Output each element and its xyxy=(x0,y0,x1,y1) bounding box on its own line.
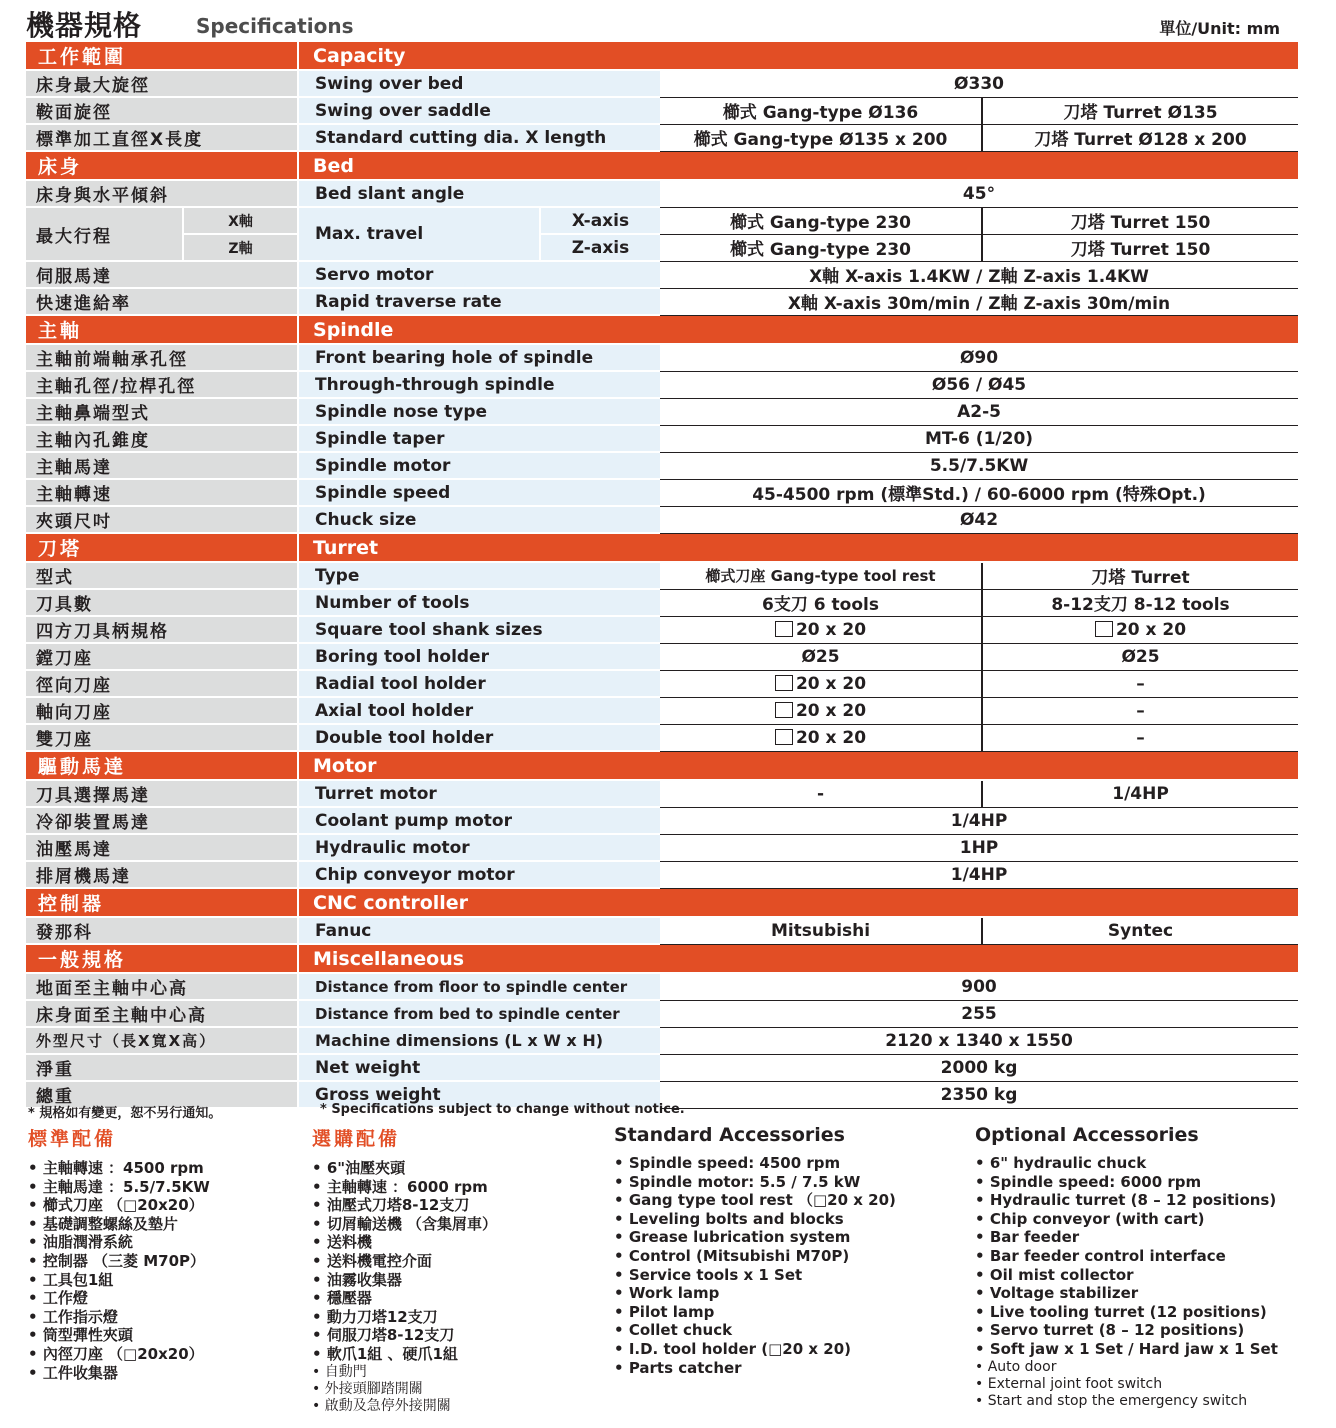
row-label-en: Distance from bed to spindle center xyxy=(298,1000,660,1027)
note-zh: * 規格如有變更，恕不另行通知。 xyxy=(28,1106,222,1121)
list-item: • Voltage stabilizer xyxy=(975,1284,1278,1303)
row-value: 2000 kg xyxy=(660,1054,1298,1081)
row-value: Ø42 xyxy=(660,506,1298,533)
optional-accessories-zh xyxy=(312,1124,497,1415)
row-value: 1/4HP xyxy=(660,807,1298,834)
row-label-en: Servo motor xyxy=(298,261,660,288)
section-title-en: CNC controller xyxy=(298,888,1298,917)
section-title-zh: 主軸 xyxy=(26,315,298,344)
row-value: MT-6 (1/20) xyxy=(660,425,1298,452)
table-row xyxy=(26,917,1298,944)
row-value: Ø330 xyxy=(660,70,1298,97)
section-title-en: Capacity xyxy=(298,42,1298,70)
row-value-gang: Ø25 xyxy=(660,643,982,670)
section-title-zh: 一般規格 xyxy=(26,944,298,973)
row-label-en: Type xyxy=(298,562,660,589)
section-turret xyxy=(26,533,1298,562)
row-label-en: Radial tool holder xyxy=(298,670,660,697)
list-item: • 工件收集器 xyxy=(28,1364,210,1383)
list-item: • Bar feeder xyxy=(975,1228,1278,1247)
table-row xyxy=(26,697,1298,724)
axis-label-zh: X軸 xyxy=(183,207,298,234)
table-row xyxy=(26,207,1298,234)
accessories-title: 選購配備 xyxy=(312,1128,401,1150)
list-item: • Work lamp xyxy=(614,1284,896,1303)
row-label-en: Turret motor xyxy=(298,780,660,807)
row-label-en: Gross weight xyxy=(298,1081,660,1108)
list-item: • Service tools x 1 Set xyxy=(614,1266,896,1285)
standard-accessories-zh xyxy=(28,1124,210,1382)
axis-label-en: Z-axis xyxy=(540,234,660,261)
section-cnc xyxy=(26,888,1298,917)
row-value: 900 xyxy=(660,973,1298,1000)
axis-label-zh: Z軸 xyxy=(183,234,298,261)
list-item: • Spindle speed: 6000 rpm xyxy=(975,1173,1278,1192)
row-label-zh: 夾頭尺吋 xyxy=(26,506,298,533)
row-label-en: Spindle taper xyxy=(298,425,660,452)
axis-label-en: X-axis xyxy=(540,207,660,234)
row-label-zh: 主軸孔徑/拉桿孔徑 xyxy=(26,371,298,398)
row-value: 1/4HP xyxy=(660,861,1298,888)
table-row xyxy=(26,371,1298,398)
row-value-gang: 櫛式刀座 Gang-type tool rest xyxy=(660,562,982,589)
list-item: • Collet chuck xyxy=(614,1321,896,1340)
page-title-zh: 機器規格 xyxy=(26,9,143,42)
square-icon xyxy=(775,675,793,691)
table-row xyxy=(26,861,1298,888)
row-value-turret: 刀塔 Turret 150 xyxy=(982,234,1298,261)
row-label-zh: 排屑機馬達 xyxy=(26,861,298,888)
square-icon xyxy=(775,702,793,718)
section-title-zh: 驅動馬達 xyxy=(26,751,298,780)
list-item: • Spindle speed: 4500 rpm xyxy=(614,1154,896,1173)
row-label-zh: 主軸鼻端型式 xyxy=(26,398,298,425)
row-value-mitsubishi: Mitsubishi xyxy=(660,917,982,944)
section-title-zh: 刀塔 xyxy=(26,533,298,562)
row-label-en: Hydraulic motor xyxy=(298,834,660,861)
list-item: • 工具包1組 xyxy=(28,1271,210,1290)
page-title-en: Specifications xyxy=(196,14,354,38)
value-text: 20 x 20 xyxy=(795,619,867,640)
list-item: • 主軸轉速 ：6000 rpm xyxy=(312,1178,497,1197)
accessories-title: Standard Accessories xyxy=(614,1124,845,1146)
row-value-turret: Ø25 xyxy=(982,643,1298,670)
row-value-gang: 6支刀 6 tools xyxy=(660,589,982,616)
row-label-en: Spindle nose type xyxy=(298,398,660,425)
list-item: • 自動門 xyxy=(312,1364,497,1381)
section-title-zh: 控制器 xyxy=(26,888,298,917)
row-label-en: Front bearing hole of spindle xyxy=(298,344,660,371)
table-row xyxy=(26,479,1298,506)
spec-table xyxy=(26,42,1298,1109)
row-value-turret: 刀塔 Turret Ø135 xyxy=(982,97,1298,124)
title-bar xyxy=(26,4,1298,40)
row-value: 5.5/7.5KW xyxy=(660,452,1298,479)
row-label-en: Spindle speed xyxy=(298,479,660,506)
row-label-en: Fanuc xyxy=(298,917,660,944)
section-spindle xyxy=(26,315,1298,344)
list-item: • Leveling bolts and blocks xyxy=(614,1210,896,1229)
list-item: • Gang type tool rest （□20 x 20) xyxy=(614,1191,896,1210)
row-label-en: Bed slant angle xyxy=(298,180,660,207)
section-title-zh: 工作範圍 xyxy=(26,42,298,70)
section-title-zh: 床身 xyxy=(26,151,298,180)
unit-label: 單位/Unit: mm xyxy=(1159,19,1280,38)
list-item: • 油脂潤滑系統 xyxy=(28,1233,210,1252)
row-value-gang xyxy=(660,724,982,751)
list-item: • 基礎調整螺絲及墊片 xyxy=(28,1215,210,1234)
list-item: • 主軸轉速 ：4500 rpm xyxy=(28,1159,210,1178)
row-value-turret xyxy=(982,616,1298,643)
list-item: • Start and stop the emergency switch xyxy=(975,1393,1278,1410)
row-value-turret: – xyxy=(982,724,1298,751)
list-item: • Bar feeder control interface xyxy=(975,1247,1278,1266)
table-row xyxy=(26,261,1298,288)
table-row xyxy=(26,344,1298,371)
table-row xyxy=(26,562,1298,589)
square-icon xyxy=(1095,621,1113,637)
table-row xyxy=(26,506,1298,533)
row-label-zh: 地面至主軸中心高 xyxy=(26,973,298,1000)
row-value-gang: - xyxy=(660,780,982,807)
row-label-en: Swing over saddle xyxy=(298,97,660,124)
square-icon xyxy=(775,729,793,745)
standard-accessories-en xyxy=(614,1124,896,1377)
list-item: • Live tooling turret (12 positions) xyxy=(975,1303,1278,1322)
section-title-en: Bed xyxy=(298,151,1298,180)
row-label-zh: 床身與水平傾斜 xyxy=(26,180,298,207)
table-row xyxy=(26,780,1298,807)
table-row xyxy=(26,834,1298,861)
accessories-list xyxy=(312,1159,497,1415)
row-value-turret: – xyxy=(982,697,1298,724)
row-label-zh: 冷卻裝置馬達 xyxy=(26,807,298,834)
row-label-zh: 主軸內孔錐度 xyxy=(26,425,298,452)
table-row xyxy=(26,425,1298,452)
accessories-title: 標準配備 xyxy=(28,1128,117,1150)
row-value: A2-5 xyxy=(660,398,1298,425)
list-item: • Grease lubrication system xyxy=(614,1228,896,1247)
row-value-gang: 櫛式 Gang-type Ø135 x 200 xyxy=(660,124,982,151)
list-item: • Oil mist collector xyxy=(975,1266,1278,1285)
list-item: • I.D. tool holder (□20 x 20) xyxy=(614,1340,896,1359)
section-title-en: Motor xyxy=(298,751,1298,780)
row-label-en: Axial tool holder xyxy=(298,697,660,724)
table-row xyxy=(26,288,1298,315)
row-label-en: Boring tool holder xyxy=(298,643,660,670)
list-item: • 主軸馬達 ：5.5/7.5KW xyxy=(28,1178,210,1197)
row-label-zh: 外型尺寸（長X寬X高） xyxy=(26,1027,298,1054)
table-row xyxy=(26,452,1298,479)
list-item: • 6" hydraulic chuck xyxy=(975,1154,1278,1173)
list-item: • Servo turret (8 – 12 positions) xyxy=(975,1321,1278,1340)
row-label-en: Machine dimensions (L x W x H) xyxy=(298,1027,660,1054)
table-row xyxy=(26,124,1298,151)
list-item: • 控制器 （三菱 M70P） xyxy=(28,1252,210,1271)
table-row xyxy=(26,724,1298,751)
row-value: X軸 X-axis 30m/min / Z軸 Z-axis 30m/min xyxy=(660,288,1298,315)
table-row xyxy=(26,1054,1298,1081)
row-label-zh: 淨重 xyxy=(26,1054,298,1081)
section-title-en: Miscellaneous xyxy=(298,944,1298,973)
section-bed xyxy=(26,151,1298,180)
square-icon xyxy=(775,621,793,637)
row-value: X軸 X-axis 1.4KW / Z軸 Z-axis 1.4KW xyxy=(660,261,1298,288)
row-label-zh: 雙刀座 xyxy=(26,724,298,751)
row-label-en: Standard cutting dia. X length xyxy=(298,124,660,151)
row-value-turret: 8-12支刀 8-12 tools xyxy=(982,589,1298,616)
row-label-en: Coolant pump motor xyxy=(298,807,660,834)
table-row xyxy=(26,643,1298,670)
row-value: Ø56 / Ø45 xyxy=(660,371,1298,398)
section-title-en: Spindle xyxy=(298,315,1298,344)
row-value-turret: 1/4HP xyxy=(982,780,1298,807)
row-value: Ø90 xyxy=(660,344,1298,371)
list-item: • 內徑刀座 （□20x20） xyxy=(28,1345,210,1364)
row-label-zh: 刀具數 xyxy=(26,589,298,616)
row-label-en: Chip conveyor motor xyxy=(298,861,660,888)
row-label-zh: 伺服馬達 xyxy=(26,261,298,288)
row-label-zh: 發那科 xyxy=(26,917,298,944)
list-item: • Spindle motor: 5.5 / 7.5 kW xyxy=(614,1173,896,1192)
row-label-en: Net weight xyxy=(298,1054,660,1081)
row-value: 45-4500 rpm (標準Std.) / 60-6000 rpm (特殊Opt.) xyxy=(660,479,1298,506)
row-label-en: Max. travel xyxy=(298,207,540,261)
accessories-list xyxy=(975,1154,1278,1410)
row-value: 45° xyxy=(660,180,1298,207)
row-label-zh: 標準加工直徑X長度 xyxy=(26,124,298,151)
value-text: 20 x 20 xyxy=(795,727,867,748)
row-label-en: Rapid traverse rate xyxy=(298,288,660,315)
table-row xyxy=(26,398,1298,425)
row-label-en: Square tool shank sizes xyxy=(298,616,660,643)
row-label-zh: 床身面至主軸中心高 xyxy=(26,1000,298,1027)
list-item: • 送料機 xyxy=(312,1233,497,1252)
row-label-zh: 快速進給率 xyxy=(26,288,298,315)
note-en: * Specifications subject to change without notice. xyxy=(320,1102,685,1117)
list-item: • 軟爪1組 、硬爪1組 xyxy=(312,1345,497,1364)
list-item: • External joint foot switch xyxy=(975,1376,1278,1393)
table-row xyxy=(26,589,1298,616)
row-label-zh: 鞍面旋徑 xyxy=(26,97,298,124)
row-label-zh: 四方刀具柄規格 xyxy=(26,616,298,643)
section-capacity xyxy=(26,42,1298,70)
row-label-zh: 主軸馬達 xyxy=(26,452,298,479)
table-row xyxy=(26,234,1298,261)
row-value-turret: 刀塔 Turret 150 xyxy=(982,207,1298,234)
table-row xyxy=(26,973,1298,1000)
list-item: • 工作指示燈 xyxy=(28,1308,210,1327)
row-label-zh: 油壓馬達 xyxy=(26,834,298,861)
value-text: 20 x 20 xyxy=(1115,619,1187,640)
table-row xyxy=(26,616,1298,643)
row-label-zh: 床身最大旋徑 xyxy=(26,70,298,97)
row-value: 1HP xyxy=(660,834,1298,861)
list-item: • Soft jaw x 1 Set / Hard jaw x 1 Set xyxy=(975,1340,1278,1359)
row-label-zh: 徑向刀座 xyxy=(26,670,298,697)
list-item: • 切屑輸送機 （含集屑車） xyxy=(312,1215,497,1234)
list-item: • 工作燈 xyxy=(28,1289,210,1308)
list-item: • 6"油壓夾頭 xyxy=(312,1159,497,1178)
list-item: • 穩壓器 xyxy=(312,1289,497,1308)
list-item: • Parts catcher xyxy=(614,1359,896,1378)
row-label-en: Through-through spindle xyxy=(298,371,660,398)
list-item: • Control (Mitsubishi M70P) xyxy=(614,1247,896,1266)
section-title-en: Turret xyxy=(298,533,1298,562)
section-misc xyxy=(26,944,1298,973)
list-item: • Auto door xyxy=(975,1359,1278,1376)
table-row xyxy=(26,70,1298,97)
value-text: 20 x 20 xyxy=(795,673,867,694)
row-value-gang xyxy=(660,697,982,724)
row-value: 2350 kg xyxy=(660,1081,1298,1108)
list-item: • Pilot lamp xyxy=(614,1303,896,1322)
row-value-turret: 刀塔 Turret Ø128 x 200 xyxy=(982,124,1298,151)
row-label-en: Spindle motor xyxy=(298,452,660,479)
table-row xyxy=(26,1027,1298,1054)
row-label-zh: 主軸轉速 xyxy=(26,479,298,506)
row-value: 2120 x 1340 x 1550 xyxy=(660,1027,1298,1054)
row-value: 255 xyxy=(660,1000,1298,1027)
list-item: • Hydraulic turret (8 – 12 positions) xyxy=(975,1191,1278,1210)
list-item: • 油霧收集器 xyxy=(312,1271,497,1290)
list-item: • 櫛式刀座 （□20x20） xyxy=(28,1196,210,1215)
row-label-zh: 最大行程 xyxy=(26,207,183,261)
section-motor xyxy=(26,751,1298,780)
table-row xyxy=(26,1000,1298,1027)
accessories-list xyxy=(28,1159,210,1382)
row-value-turret: – xyxy=(982,670,1298,697)
table-row xyxy=(26,97,1298,124)
list-item: • 動力刀塔12支刀 xyxy=(312,1308,497,1327)
list-item: • 油壓式刀塔8-12支刀 xyxy=(312,1196,497,1215)
list-item: • 送料機電控介面 xyxy=(312,1252,497,1271)
accessories-title: Optional Accessories xyxy=(975,1124,1199,1146)
row-label-en: Chuck size xyxy=(298,506,660,533)
row-label-zh: 總重 xyxy=(26,1081,298,1108)
row-value-gang: 櫛式 Gang-type 230 xyxy=(660,234,982,261)
accessories-list xyxy=(614,1154,896,1377)
list-item: • 伺服刀塔8-12支刀 xyxy=(312,1326,497,1345)
table-row xyxy=(26,807,1298,834)
row-label-en: Swing over bed xyxy=(298,70,660,97)
row-value-gang: 櫛式 Gang-type Ø136 xyxy=(660,97,982,124)
list-item: • 外接頭腳踏開關 xyxy=(312,1381,497,1398)
row-label-zh: 主軸前端軸承孔徑 xyxy=(26,344,298,371)
table-row xyxy=(26,180,1298,207)
row-label-zh: 型式 xyxy=(26,562,298,589)
optional-accessories-en xyxy=(975,1124,1278,1410)
list-item: • 筒型彈性夾頭 xyxy=(28,1326,210,1345)
list-item: • Chip conveyor (with cart) xyxy=(975,1210,1278,1229)
row-label-en: Distance from floor to spindle center xyxy=(298,973,660,1000)
row-label-zh: 鏜刀座 xyxy=(26,643,298,670)
table-row xyxy=(26,670,1298,697)
row-value-gang: 櫛式 Gang-type 230 xyxy=(660,207,982,234)
row-label-zh: 軸向刀座 xyxy=(26,697,298,724)
row-label-zh: 刀具選擇馬達 xyxy=(26,780,298,807)
row-value-turret: 刀塔 Turret xyxy=(982,562,1298,589)
row-label-en: Double tool holder xyxy=(298,724,660,751)
value-text: 20 x 20 xyxy=(795,700,867,721)
row-label-en: Number of tools xyxy=(298,589,660,616)
list-item: • 啟動及急停外接開關 xyxy=(312,1398,497,1415)
row-value-syntec: Syntec xyxy=(982,917,1298,944)
row-value-gang xyxy=(660,616,982,643)
row-value-gang xyxy=(660,670,982,697)
